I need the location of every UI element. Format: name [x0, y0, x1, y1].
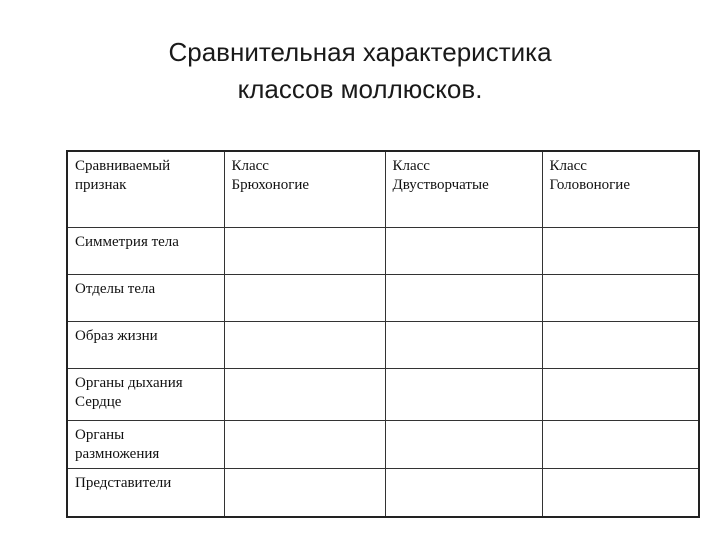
slide-title-line-2: классов моллюсков. — [237, 74, 483, 104]
header-cell-gastropods: Класс Брюхоногие — [224, 151, 385, 227]
empty-cell[interactable] — [542, 321, 699, 368]
empty-cell[interactable] — [224, 368, 385, 420]
empty-cell[interactable] — [385, 321, 542, 368]
empty-cell[interactable] — [385, 368, 542, 420]
table-row — [67, 274, 699, 321]
table-header-row — [67, 151, 699, 227]
row-label-cell: Отделы тела — [67, 274, 224, 321]
empty-cell[interactable] — [385, 227, 542, 274]
row-label-cell: Органы размножения — [67, 420, 224, 468]
table-row — [67, 227, 699, 274]
empty-cell[interactable] — [542, 368, 699, 420]
empty-cell[interactable] — [385, 274, 542, 321]
table-row — [67, 321, 699, 368]
row-label-cell: Образ жизни — [67, 321, 224, 368]
empty-cell[interactable] — [224, 468, 385, 517]
slide-title-line-1: Сравнительная характеристика — [168, 37, 552, 67]
empty-cell[interactable] — [224, 420, 385, 468]
header-cell-feature: Сравниваемый признак — [67, 151, 224, 227]
empty-cell[interactable] — [224, 227, 385, 274]
slide-title — [0, 34, 720, 108]
row-label-cell: Органы дыхания Сердце — [67, 368, 224, 420]
table-row — [67, 368, 699, 420]
empty-cell[interactable] — [542, 274, 699, 321]
row-label-cell: Симметрия тела — [67, 227, 224, 274]
empty-cell[interactable] — [542, 227, 699, 274]
comparison-table — [66, 150, 700, 518]
header-cell-bivalves: Класс Двустворчатые — [385, 151, 542, 227]
empty-cell[interactable] — [385, 468, 542, 517]
empty-cell[interactable] — [542, 420, 699, 468]
empty-cell[interactable] — [224, 321, 385, 368]
table-row — [67, 420, 699, 468]
empty-cell[interactable] — [542, 468, 699, 517]
table-row — [67, 468, 699, 517]
empty-cell[interactable] — [224, 274, 385, 321]
header-cell-cephalopods: Класс Головоногие — [542, 151, 699, 227]
empty-cell[interactable] — [385, 420, 542, 468]
row-label-cell: Представители — [67, 468, 224, 517]
